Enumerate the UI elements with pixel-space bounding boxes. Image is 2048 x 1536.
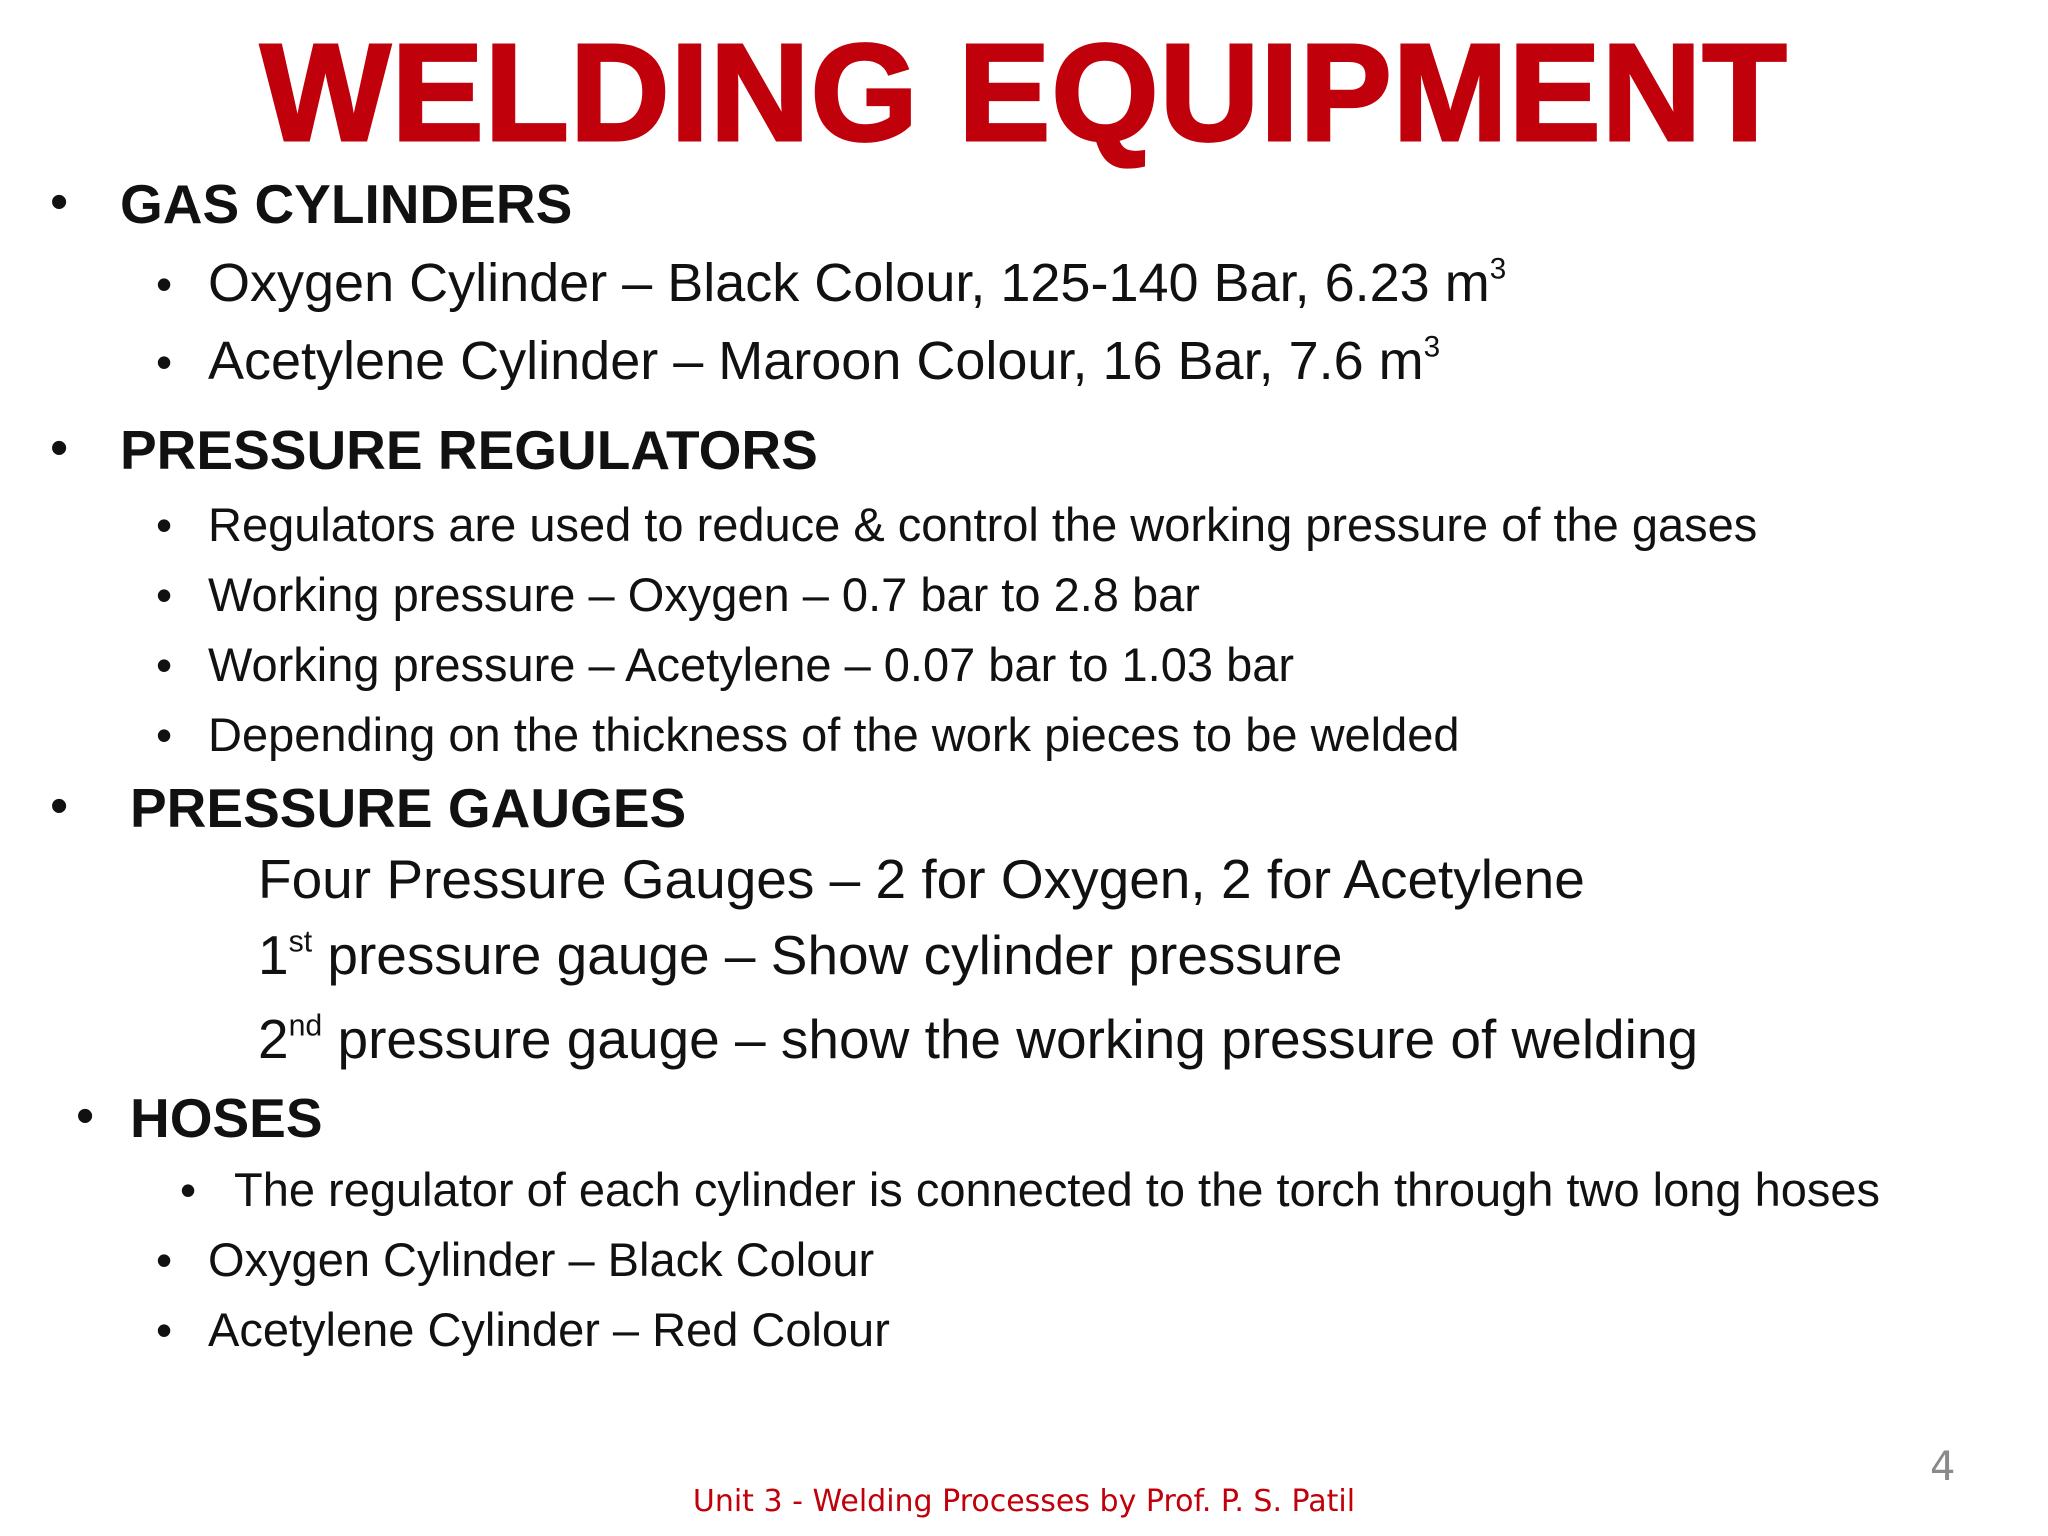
gauge-line-count: Four Pressure Gauges – 2 for Oxygen, 2 for Acetylene	[258, 848, 1585, 910]
item-thickness-note: Depending on the thickness of the work pieces to be welded	[208, 708, 1460, 761]
bullet-gas-cylinders: •	[50, 173, 69, 231]
slide-title: WELDING EQUIPMENT	[260, 16, 1788, 170]
bullet-regulator-3: •	[156, 639, 173, 691]
bullet-hoses: •	[76, 1087, 95, 1145]
heading-hoses: HOSES	[130, 1087, 323, 1149]
bullet-acetylene-cylinder: •	[156, 336, 173, 388]
item-oxygen-pressure: Working pressure – Oxygen – 0.7 bar to 2.8 bar	[208, 568, 1200, 621]
slide-footer: Unit 3 - Welding Processes by Prof. P. S. Patil	[692, 1484, 1356, 1519]
item-hoses-connection: The regulator of each cylinder is connected to the torch through two long hoses	[234, 1163, 1880, 1216]
page-number: 4	[1930, 1444, 1956, 1490]
bullet-pressure-gauges: •	[50, 777, 69, 835]
bullet-regulator-4: •	[156, 709, 173, 761]
item-oxygen-hose: Oxygen Cylinder – Black Colour	[208, 1233, 875, 1286]
bullet-oxygen-cylinder: •	[156, 258, 173, 310]
gauge-line-first: 1st pressure gauge – Show cylinder pressure	[258, 924, 1343, 986]
item-regulator-purpose: Regulators are used to reduce & control the working pressure of the gases	[208, 498, 1758, 551]
bullet-regulator-2: •	[156, 569, 173, 621]
item-acetylene-hose: Acetylene Cylinder – Red Colour	[208, 1303, 890, 1356]
bullet-hoses-2: •	[156, 1234, 173, 1286]
heading-pressure-regulators: PRESSURE REGULATORS	[120, 419, 818, 481]
bullet-hoses-3: •	[156, 1304, 173, 1356]
item-oxygen-cylinder: Oxygen Cylinder – Black Colour, 125-140 Bar, 6.23 $m^3$	[208, 252, 1507, 313]
heading-gas-cylinders: GAS CYLINDERS	[120, 173, 573, 235]
bullet-pressure-regulators: •	[50, 419, 69, 477]
heading-pressure-gauges: PRESSURE GAUGES	[130, 777, 687, 839]
bullet-regulator-1: •	[156, 499, 173, 551]
bullet-hoses-1: •	[180, 1164, 197, 1216]
gauge-line-second: 2nd pressure gauge – show the working pressure of welding	[258, 1008, 1699, 1070]
item-acetylene-pressure: Working pressure – Acetylene – 0.07 bar to 1.03 bar	[208, 638, 1295, 691]
item-acetylene-cylinder: Acetylene Cylinder – Maroon Colour, 16 Bar, 7.6 $m^3$	[208, 330, 1441, 391]
